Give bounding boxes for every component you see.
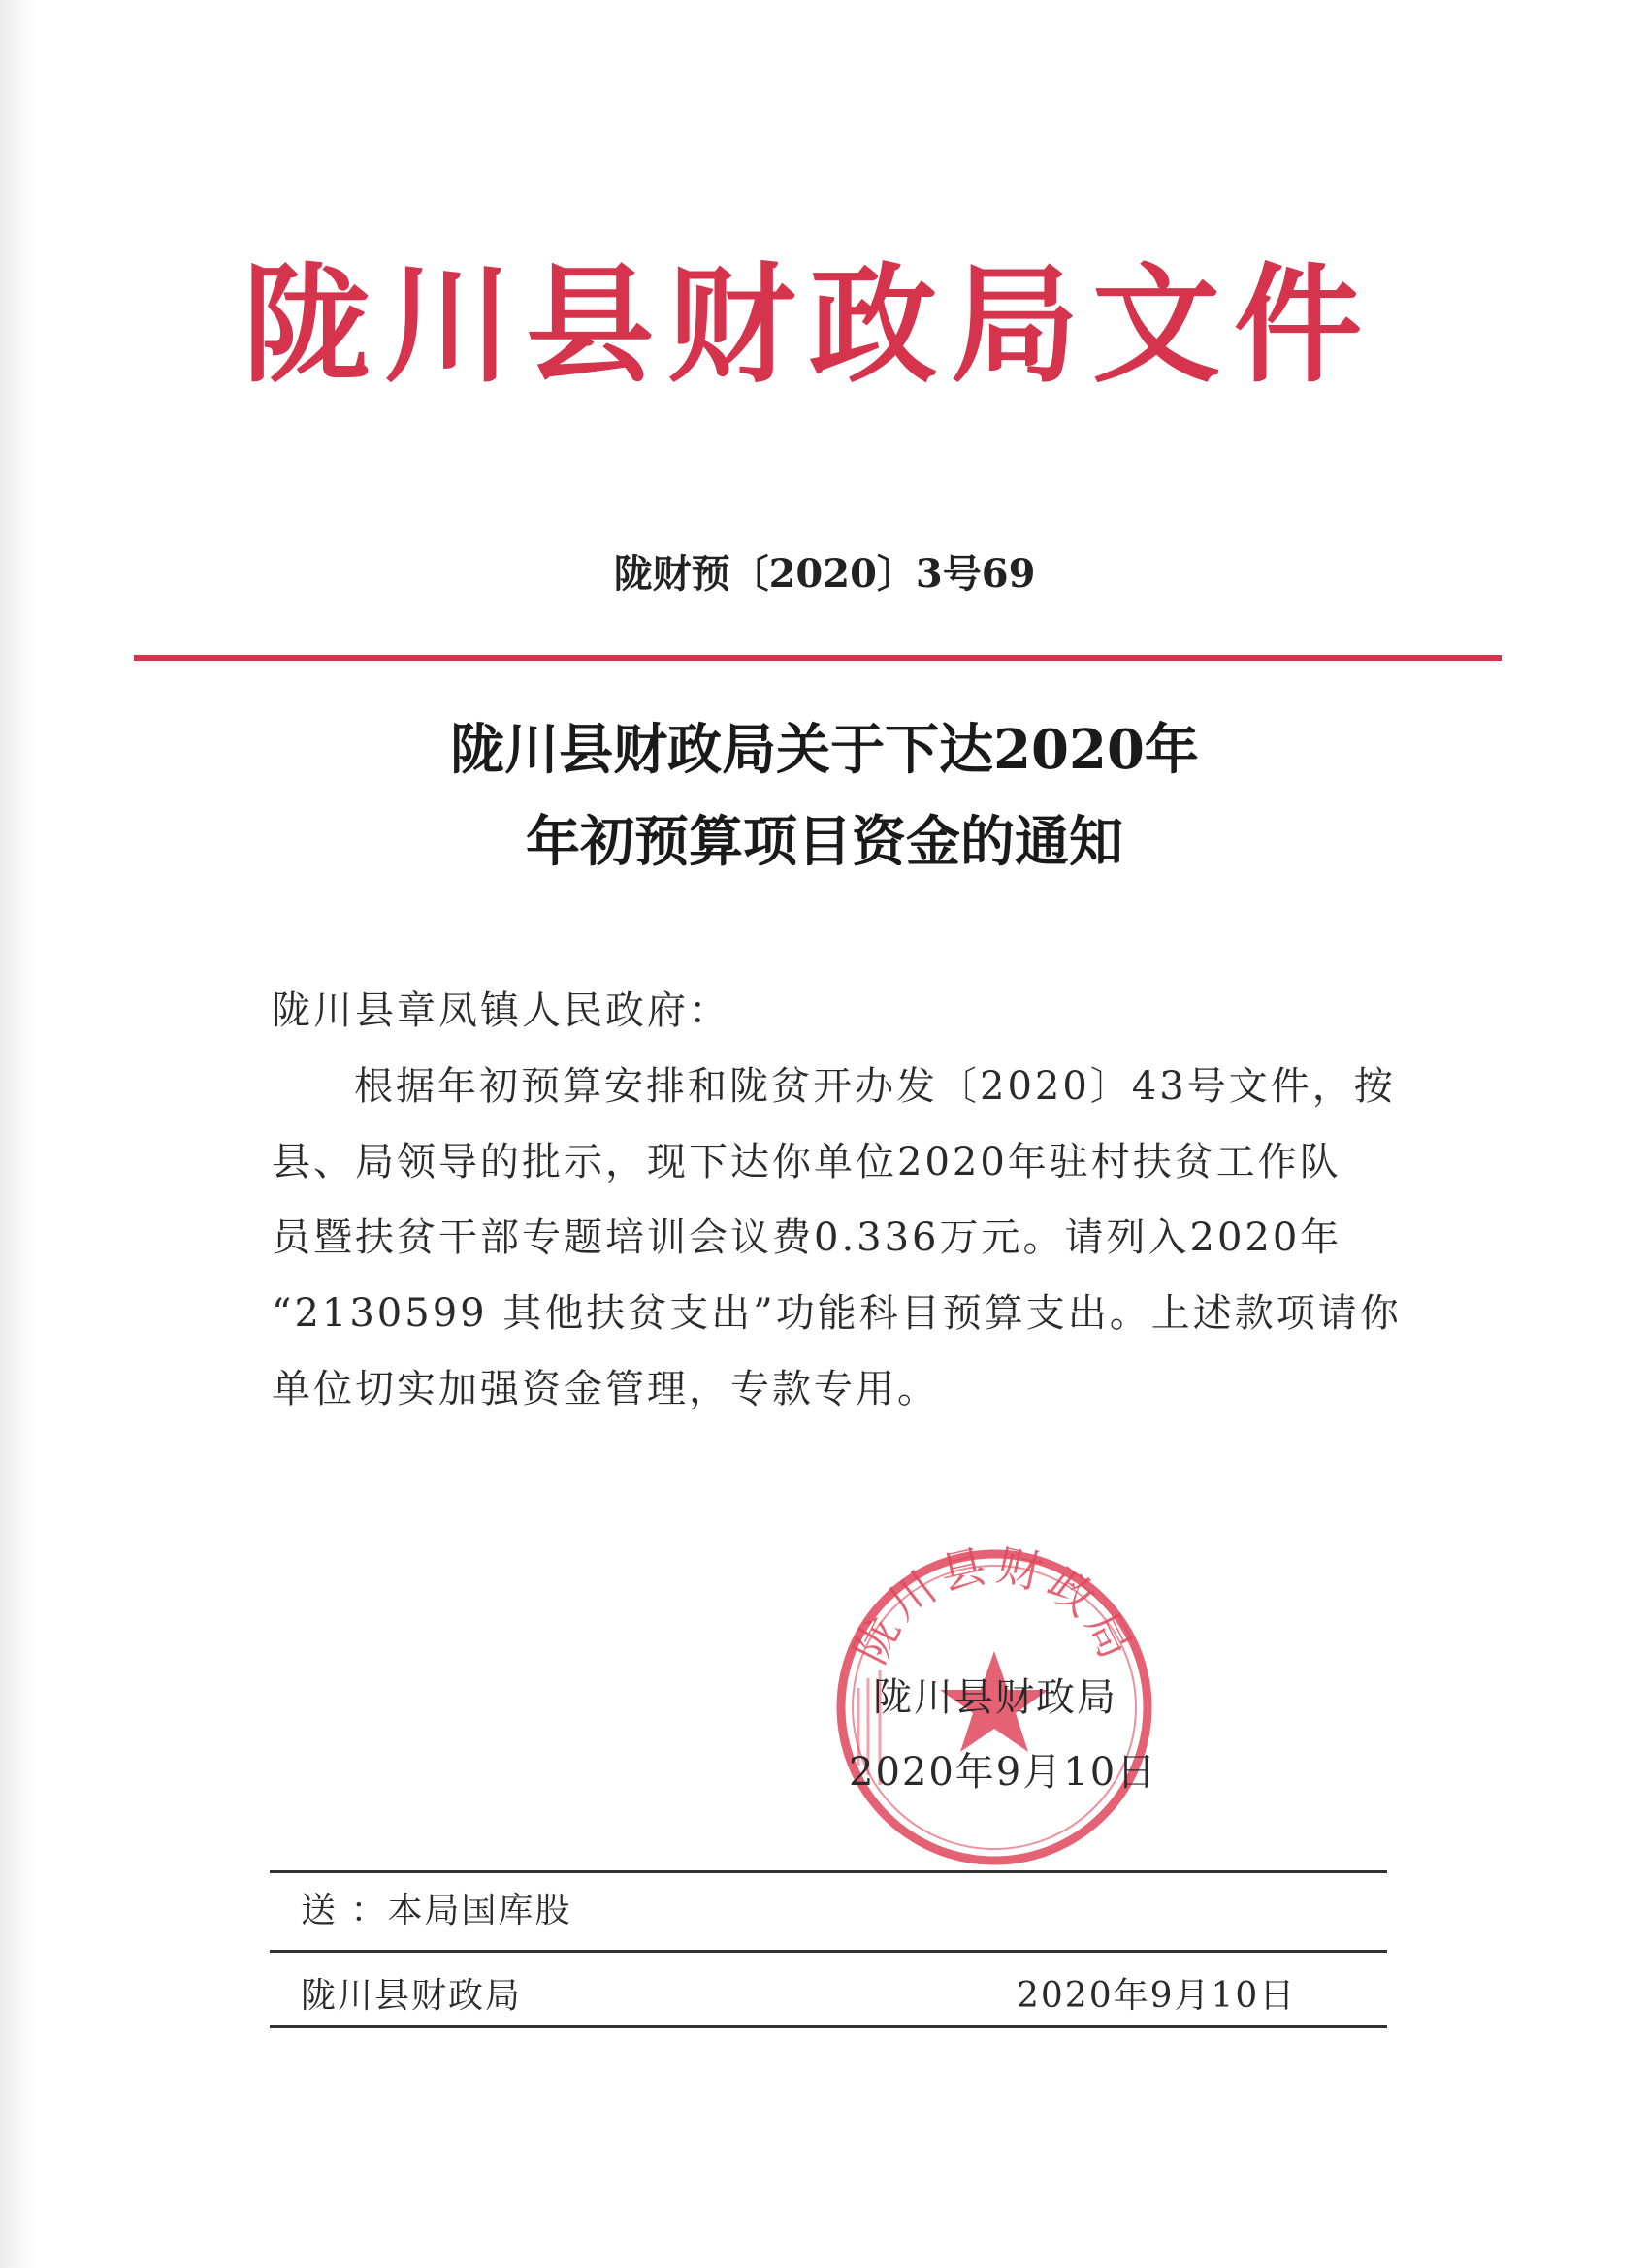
signature-organization: 陇川县财政局 [873, 1675, 1117, 1720]
red-separator-line [134, 655, 1502, 661]
body-line-4: “2130599 其他扶贫支出”功能科目预算支出。上述款项请你 [272, 1291, 1402, 1336]
footer-cc: 送 ：本局国库股 [301, 1891, 572, 1930]
masthead-title: 陇川县财政局文件 [242, 250, 1375, 401]
footer-issue-date: 2020年9月10日 [1017, 1976, 1297, 2016]
body-line-5: 单位切实加强资金管理，专款专用。 [272, 1367, 939, 1411]
addressee: 陇川县章凤镇人民政府： [272, 988, 730, 1033]
body-line-1: 根据年初预算安排和陇贫开办发〔2020〕43号文件，按 [354, 1064, 1396, 1109]
body-line-2: 县、局领导的批示，现下达你单位2020年驻村扶贫工作队 [272, 1140, 1342, 1184]
scan-shadow-edge [0, 0, 37, 2268]
signature-date: 2020年9月10日 [849, 1750, 1158, 1795]
document-number: 陇财预〔2020〕3号69 [613, 551, 1036, 597]
body-line-3: 员暨扶贫干部专题培训会议费0.336万元。请列入2020年 [272, 1215, 1342, 1260]
footer-rule-top [270, 1870, 1387, 1873]
footer-rule-middle [270, 1950, 1387, 1953]
footer-rule-bottom [270, 2025, 1387, 2028]
notice-title-line-2: 年初预算项目资金的通知 [526, 810, 1123, 874]
notice-title-line-1: 陇川县财政局关于下达2020年 [450, 718, 1199, 782]
seal-text: 陇川县财政局 [843, 1542, 1146, 1672]
footer-issuer: 陇川县财政局 [301, 1976, 523, 2016]
